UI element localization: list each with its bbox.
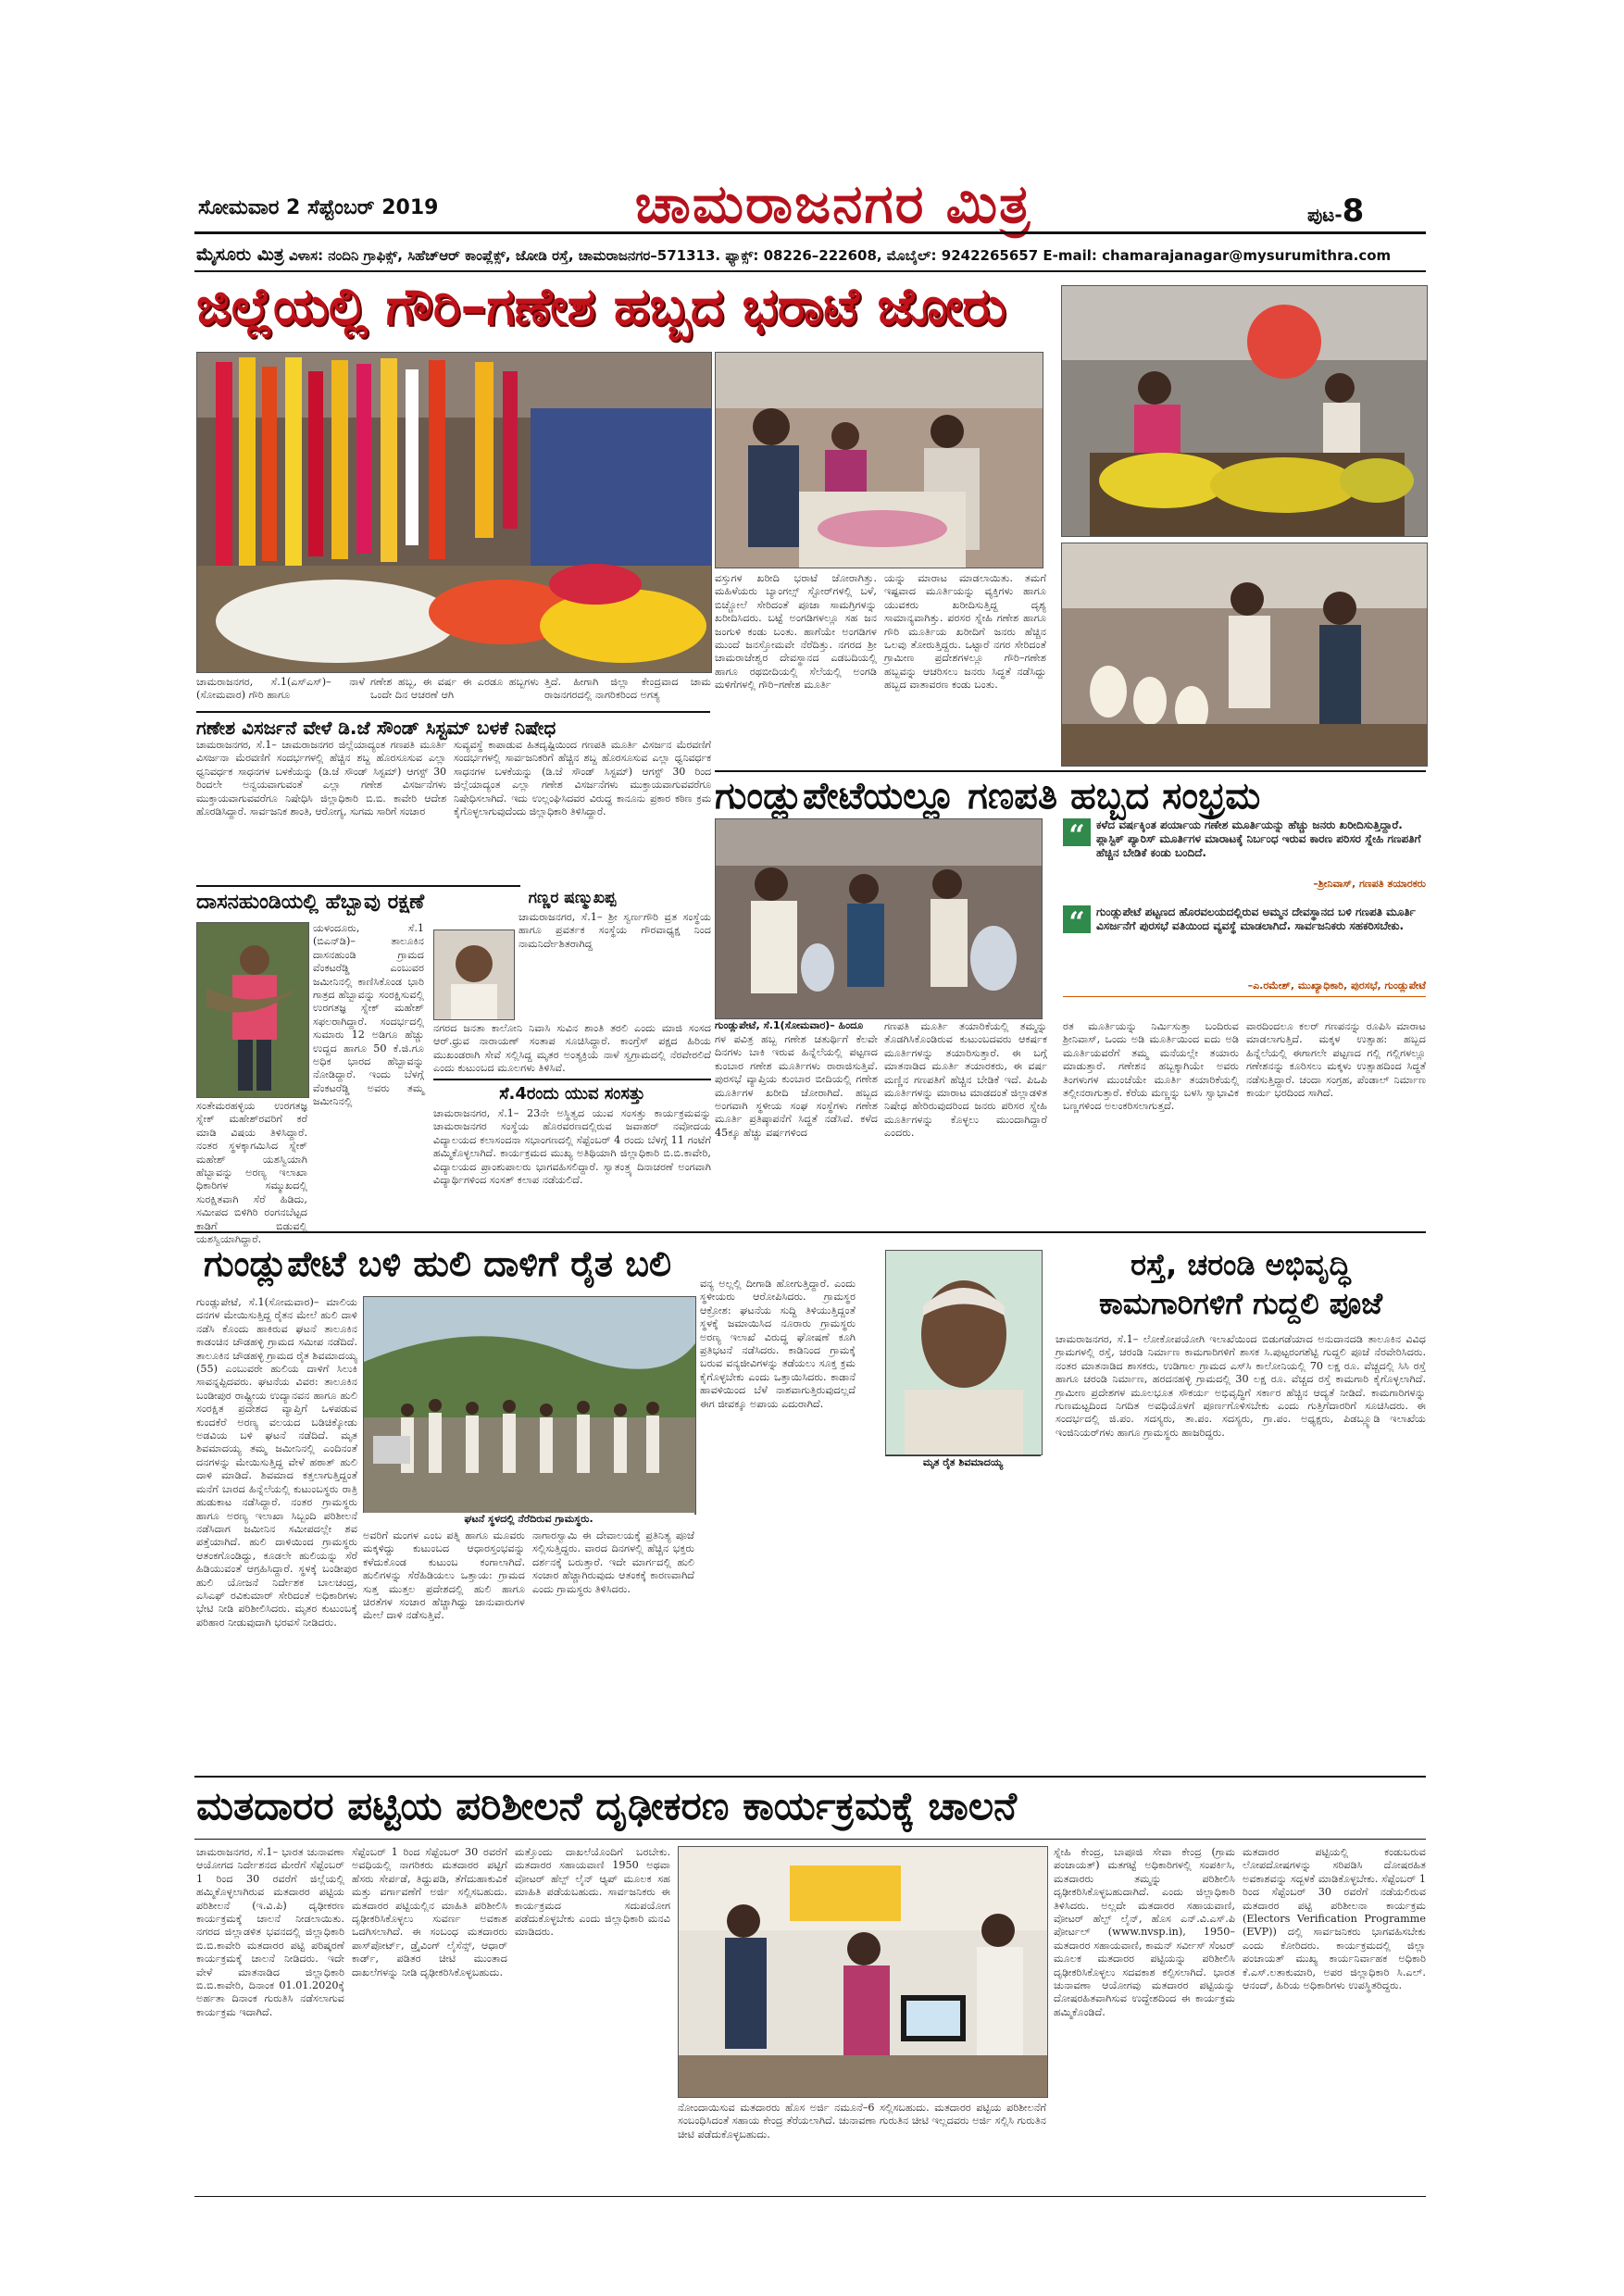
python-col-top: ಯಳಂದೂರು, ಸೆ.1 (ಬಿಎನ್‌ಡಿ)– ತಾಲೂಕಿನ ದಾಸನಹುಂಡಿ ಗ್ರಾಮದ ವೆಂಕಟರೆಡ್ಡಿ ಎಂಬುವರ ಜಮೀನಿನಲ್ಲಿ ಕಾಣಿಸಿಕೊಂಡ ಭಾರಿ ಗಾತ್ರದ ಹೆಬ್ಬಾವನ್ನು ಸಂರಕ್ಷಿಸುವಲ್ಲಿ ಉರಗತಜ್ಞ ಸ್ನೇಕ್ ಮಹೇಶ್ ಸಫಲರಾಗಿದ್ದಾರೆ. ಸಂದರ್ಭದಲ್ಲಿ ಸುಮಾರು 12 ಅಡಿಗೂ ಹೆಚ್ಚು ಉದ್ದದ ಹಾಗೂ 50 ಕೆ.ಜಿ.ಗೂ ಅಧಿಕ ಭಾರದ ಹೆಬ್ಬಾವನ್ನು ನೋಡಿದ್ದಾರೆ. ಇಂದು ಬೆಳಗ್ಗೆ ವೆಂಕಟರೆಡ್ಡಿ ಅವರು ತಮ್ಮ ಜಮೀನಿನಲ್ಲಿ — [313, 922, 424, 1108]
python-headline: ದಾಸನಹುಂಡಿಯಲ್ಲಿ ಹೆಬ್ಬಾವು ರಕ್ಷಣೆ — [196, 885, 520, 914]
tiger-col-b: ನಾಗಾರಸ್ವಾಮಿ ಈ ದೇವಾಲಯಕ್ಕೆ ಪ್ರತಿನಿತ್ಯ ಪೂಜೆ ಸಲ್ಲಿಸುತ್ತಿದ್ದರು. ವಾರದ ದಿನಗಳಲ್ಲಿ ಹೆಚ್ಚಿನ ಭಕ್ತರು ದರ್ಶನಕ್ಕೆ ಬರುತ್ತಾರೆ. ಇದೇ ಮಾರ್ಗದಲ್ಲಿ ಹುಲಿ ಸಂಚಾರ ಹೆಚ್ಚಾಗಿರುವುದು ಆತಂಕಕ್ಕೆ ಕಾರಣವಾಗಿದೆ ಎಂದು ಗ್ರಾಮಸ್ಥರು ತಿಳಿಸಿದರು. — [532, 1529, 694, 1595]
quote-open-icon: “ — [1063, 818, 1091, 846]
main-story-col-mid: ಗಣೇಶ ಹಬ್ಬ, ಈ ವರ್ಷ ಈ ಎರಡೂ ಹಬ್ಬಗಳು ಒಂದೇ ದಿನ ಆಚರಣೆ ಆಗಿ — [370, 676, 539, 702]
page-number-label: ಪುಟ- — [1307, 204, 1343, 226]
gundlupet-col-3: ರತ ಮೂರ್ತಿಯನ್ನು ನಿರ್ಮಿಸುತ್ತಾ ಬಂದಿರುವ ಶ್ರೀನಿವಾಸ್, ಒಂದು ಅಡಿ ಮೂರ್ತಿಯಿಂದ ಐದು ಅಡಿ ಮೂರ್ತಿಯವರೆಗೆ ತಮ್ಮ ಮನೆಯಲ್ಲೇ ತಯಾರು ಮಾಡುತ್ತಾರೆ. ಗಣೇಶನ ಹಬ್ಬಕ್ಕಾಗಿಯೇ ಅವರು ತಿಂಗಳುಗಳ ಮುಂಚೆಯೇ ಮೂರ್ತಿ ತಯಾರಿಕೆಯಲ್ಲಿ ತಲ್ಲೀನರಾಗುತ್ತಾರೆ. ಕೆರೆಯ ಮಣ್ಣನ್ನು ಬಳಸಿ ಸ್ವಾಭಾವಿಕ ಬಣ್ಣಗಳಿಂದ ಅಲಂಕರಿಸಲಾಗುತ್ತದೆ. — [1063, 1020, 1239, 1113]
main-headline: ಜಿಲ್ಲೆಯಲ್ಲಿ ಗೌರಿ–ಗಣೇಶ ಹಬ್ಬದ ಭರಾಟೆ ಜೋರು — [196, 277, 1006, 337]
publisher-name: ಮೈಸೂರು ಮಿತ್ರ — [196, 244, 284, 265]
python-rescue-photo — [196, 922, 309, 1098]
villagers-gathering-photo — [363, 1296, 696, 1515]
obituary-headline: ಗಣ್ಣರ ಷಣ್ಮುಖಪ್ಪ — [528, 889, 617, 907]
evp-launch-photo — [678, 1846, 1048, 2098]
main-story-col-d: ಯನ್ನು ಮಾರಾಟ ಮಾಡಲಾಯಿತು. ತಮಗೆ ಇಷ್ಟವಾದ ಮೂರ್ತಿಯನ್ನು ವ್ಯಕ್ತಿಗಳು ಹಾಗೂ ಯುವಕರು ಖರೀದಿಸುತ್ತಿದ್ದ ದೃಶ್ಯ ಸಾಮಾನ್ಯವಾಗಿತ್ತು. ಪರಸರ ಸ್ನೇಹಿ ಗಣೇಶ ಹಾಗೂ ಗೌರಿ ಮೂರ್ತಿಯ ಖರೀದಿಗೆ ಜನರು ಹೆಚ್ಚಿನ ಒಲವು ತೋರುತ್ತಿದ್ದರು. ಒಟ್ಟಾರೆ ನಗರ ಸೇರಿದಂತೆ ಗ್ರಾಮೀಣ ಪ್ರದೇಶಗಳಲ್ಲೂ ಗೌರಿ–ಗಣೇಶ ಹಬ್ಬವನ್ನು ಆಚರಿಸಲು ಜನರು ಸಿದ್ಧತೆ ನಡೆಸಿದ್ದು ಹಬ್ಬದ ವಾತಾವರಣ ಕಂಡು ಬಂತು. — [884, 572, 1046, 692]
dj-ban-col-left: ಚಾಮರಾಜನಗರ, ಸೆ.1– ಚಾಮರಾಜನಗರ ಜಿಲ್ಲೆಯಾದ್ಯಂತ ಗಣಪತಿ ಮೂರ್ತಿ ವಿಸರ್ಜನಾ ಮೆರವಣಿಗೆ ಸಂದರ್ಭಗಳಲ್ಲಿ ಹೆಚ್ಚಿನ ಶಬ್ದ ಹೊರಸೂಸುವ ಎಲ್ಲಾ ಧ್ವನಿವರ್ಧಕ ಸಾಧನಗಳ ಬಳಕೆಯನ್ನು (ಡಿ.ಜೆ ಸೌಂಡ್ ಸಿಸ್ಟಮ್) ಆಗಸ್ಟ್ 30 ರಿಂದಲೇ ಅನ್ವಯವಾಗುವಂತೆ ಎಲ್ಲಾ ಗಣೇಶ ವಿಸರ್ಜನೆಗಳು ಮುಕ್ತಾಯವಾಗುವವರೆಗೂ ನಿಷೇಧಿಸಿ ಜಿಲ್ಲಾಧಿಕಾರಿ ಬಿ.ಬಿ. ಕಾವೇರಿ ಆದೇಶ ಹೊರಡಿಸಿದ್ದಾರೆ. ಸಾರ್ವಜನಿಕ ಶಾಂತಿ, ಆರೋಗ್ಯ, ಸುಗಮ ಸಾರಿಗೆ ಸಂಚಾರ — [196, 739, 446, 818]
publisher-email: E-mail: chamarajanagar@mysurumithra.com — [1043, 247, 1392, 264]
gundlupet-ganesha-headline: ಗುಂಡ್ಲುಪೇಟೆಯಲ್ಲೂ ಗಣಪತಿ ಹಬ್ಬದ ಸಂಭ್ರಮ — [715, 770, 1426, 815]
issue-date: ಸೋಮವಾರ 2 ಸೆಪ್ಟೆಂಬರ್ 2019 — [198, 196, 439, 219]
tiger-col-c: ವನ್ಯ ಅಲ್ಲಲ್ಲಿ ದೀಗಾಡಿ ಹೋಗುತ್ತಿದ್ದಾರೆ. ಎಂದು ಸ್ಥಳೀಯರು ಆರೋಪಿಸಿದರು. ಗ್ರಾಮಸ್ಥರ ಆಕ್ರೋಶ: ಘಟನೆಯ ಸುದ್ದಿ ತಿಳಿಯುತ್ತಿದ್ದಂತೆ ಸ್ಥಳಕ್ಕೆ ಜಮಾಯಿಸಿದ ನೂರಾರು ಗ್ರಾಮಸ್ಥರು ಅರಣ್ಯ ಇಲಾಖೆ ವಿರುದ್ಧ ಘೋಷಣೆ ಕೂಗಿ ಪ್ರತಿಭಟನೆ ನಡೆಸಿದರು. ಕಾಡಿನಿಂದ ಗ್ರಾಮಕ್ಕೆ ಬರುವ ವನ್ಯಜೀವಿಗಳನ್ನು ತಡೆಯಲು ಸೂಕ್ತ ಕ್ರಮ ಕೈಗೊಳ್ಳಬೇಕು ಎಂದು ಒತ್ತಾಯಿಸಿದರು. ಕಾಡಾನೆ ಹಾವಳಿಯಿಂದ ಬೆಳೆ ನಾಶವಾಗುತ್ತಿರುವುದಲ್ಲದೆ ಈಗ ಜೀವಕ್ಕೂ ಅಪಾಯ ಎದುರಾಗಿದೆ. — [700, 1278, 856, 1410]
voters-col-6: ಮತದಾರರ ಪಟ್ಟಿಯಲ್ಲಿ ಕಂಡುಬರುವ ಲೋಪದೋಷಗಳನ್ನು ಸರಿಪಡಿಸಿ ದೋಷರಹಿತ ಅವಕಾಶವನ್ನು ಸದ್ಬಳಕೆ ಮಾಡಿಕೊಳ್ಳಬೇಕು. ಸೆಪ್ಟೆಂಬರ್ 1 ರಿಂದ ಸೆಪ್ಟೆಂಬರ್ 30 ರವರೆಗೆ ನಡೆಯಲಿರುವ ಮತದಾರರ ಪಟ್ಟಿ ಪರಿಶೀಲನಾ ಕಾರ್ಯಕ್ರಮ (Electors Verification Programme (EVP)) ದಲ್ಲಿ ಸಾರ್ವಜನಿಕರು ಭಾಗವಹಿಸಬೇಕು ಎಂದು ಕೋರಿದರು. ಕಾರ್ಯಕ್ರಮದಲ್ಲಿ ಜಿಲ್ಲಾ ಪಂಚಾಯತ್ ಮುಖ್ಯ ಕಾರ್ಯನಿರ್ವಾಹಕ ಅಧಿಕಾರಿ ಕೆ.ಎಸ್.ಲತಾಕುಮಾರಿ, ಅಪರ ಜಿಲ್ಲಾಧಿಕಾರಿ ಸಿ.ಎಲ್. ಆನಂದ್, ಹಿರಿಯ ಅಧಿಕಾರಿಗಳು ಉಪಸ್ಥಿತರಿದ್ದರು. — [1243, 1846, 1426, 1992]
address-bar — [196, 244, 1426, 265]
quote-ramesh: ಗುಂಡ್ಲುಪೇಟೆ ಪಟ್ಟಣದ ಹೊರವಲಯದಲ್ಲಿರುವ ಅಮ್ಮನ ದೇವಸ್ಥಾನದ ಬಳಿ ಗಣಪತಿ ಮೂರ್ತಿ ವಿಸರ್ಜನೆಗೆ ಪುರಸಭೆ ವತಿಯಿಂದ ವ್ಯವಸ್ಥೆ ಮಾಡಲಾಗಿದೆ. ಸಾರ್ವಜನಿಕರು ಸಹಕರಿಸಬೇಕು. — [1096, 905, 1416, 932]
newspaper-title: ಚಾಮರಾಜನಗರ ಮಿತ್ರ — [634, 172, 1032, 235]
idol-shop-illustration — [1062, 543, 1427, 766]
villagers-photo-caption: ಘಟನೆ ಸ್ಥಳದಲ್ಲಿ ನೆರೆದಿರುವ ಗ್ರಾಮಸ್ಥರು. — [363, 1513, 694, 1526]
main-story-col-c: ವಸ್ತುಗಳ ಖರೀದಿ ಭರಾಟೆ ಜೋರಾಗಿತ್ತು. ಮಹಿಳೆಯರು ಬ್ಯಾಂಗಲ್ಸ್ ಸ್ಟೋರ್‌ಗಳಲ್ಲಿ ಬಳೆ, ಬಿಚ್ಚೋಲೆ ಸೇರಿದಂತೆ ಪೂಜಾ ಸಾಮಗ್ರಿಗಳನ್ನು ಖರೀದಿಸಿದರು. ಬಟ್ಟೆ ಅಂಗಡಿಗಳಲ್ಲೂ ಸಹ ಜನ ಜಂಗುಳಿ ಕಂಡು ಬಂತು. ಹಾಗೆಯೇ ಅಂಗಡಿಗಳ ಮುಂದೆ ಜನಸ್ತೋಮವೇ ನೆರೆದಿತ್ತು. ನಗರದ ಶ್ರೀ ಚಾಮರಾಜೇಶ್ವರ ದೇವಸ್ಥಾನದ ಎಡಬದಿಯಲ್ಲಿ ಹಾಗೂ ರಥಬೀದಿಯಲ್ಲಿ ಸೆಲೆಯಲ್ಲಿ ಅಂಗಡಿ ಮಳಿಗೆಗಳಲ್ಲಿ ಗೌರಿ–ಗಣೇಶ ಮೂರ್ತಿ — [715, 572, 877, 692]
dj-ban-col-right: ಸುವ್ಯವಸ್ಥೆ ಕಾಪಾಡುವ ಹಿತದೃಷ್ಟಿಯಿಂದ ಗಣಪತಿ ಮೂರ್ತಿ ವಿಸರ್ಜನ ಮೆರವಣಿಗೆ ಸಂದರ್ಭಗಳಲ್ಲಿ ಸಾರ್ವಜನಿಕರಿಗೆ ಹೆಚ್ಚಿನ ಶಬ್ದ ಹೊರಸೂಸುವ ಎಲ್ಲಾ ಧ್ವನಿವರ್ಧಕ ಸಾಧನಗಳ ಬಳಕೆಯನ್ನು (ಡಿ.ಜೆ ಸೌಂಡ್ ಸಿಸ್ಟಮ್) ಆಗಸ್ಟ್ 30 ರಿಂದ ಜಿಲ್ಲೆಯಾದ್ಯಂತ ಎಲ್ಲಾ ಗಣೇಶ ವಿಸರ್ಜನೆಗಳು ಮುಕ್ತಾಯವಾಗುವವರೆಗೂ ನಿಷೇಧಿಸಲಾಗಿದೆ. ಇದು ಉಲ್ಲಂಘಿಸಿದವರ ವಿರುದ್ಧ ಕಾನೂನು ಪ್ರಕಾರ ಕಠಿಣ ಕ್ರಮ ಕೈಗೊಳ್ಳಲಾಗುವುದೆಂದು ಜಿಲ್ಲಾಧಿಕಾರಿ ತಿಳಿಸಿದ್ದಾರೆ. — [454, 739, 711, 818]
quote-open-icon: “ — [1063, 905, 1091, 933]
quote-ramesh-attribution: –ಎ.ರಮೇಶ್, ಮುಖ್ಯಾಧಿಕಾರಿ, ಪುರಸಭೆ, ಗುಂಡ್ಲುಪೇಟೆ — [1247, 980, 1426, 992]
farmer-portrait-photo — [885, 1250, 1043, 1455]
gundlupet-col-2: ಗಣಪತಿ ಮೂರ್ತಿ ತಯಾರಿಕೆಯಲ್ಲಿ ತಮ್ಮನ್ನು ತೊಡಗಿಸಿಕೊಂಡಿರುವ ಕುಟುಂಬದವರು ಆಕರ್ಷಕ ಮೂರ್ತಿಗಳನ್ನು ತಯಾರಿಸುತ್ತಾರೆ. ಈ ಬಗ್ಗೆ ಮಾತನಾಡಿದ ಮೂರ್ತಿ ತಯಾರಕರು, ಈ ವರ್ಷ ಮಣ್ಣಿನ ಗಣಪತಿಗೆ ಹೆಚ್ಚಿನ ಬೇಡಿಕೆ ಇದೆ. ಪಿಒಪಿ ಮೂರ್ತಿಗಳನ್ನು ಮಾರಾಟ ಮಾಡದಂತೆ ಜಿಲ್ಲಾಡಳಿತ ನಿಷೇಧ ಹೇರಿರುವುದರಿಂದ ಜನರು ಪರಿಸರ ಸ್ನೇಹಿ ಮೂರ್ತಿಗಳನ್ನು ಕೊಳ್ಳಲು ಮುಂದಾಗಿದ್ದಾರೆ ಎಂದರು. — [884, 1020, 1047, 1140]
quote-srinivas-attribution: –ಶ್ರೀನಿವಾಸ್, ಗಣಪತಿ ತಯಾರಕರು — [1313, 878, 1426, 890]
voters-col-2: ಸೆಪ್ಟೆಂಬರ್ 1 ರಿಂದ ಸೆಪ್ಟೆಂಬರ್ 30 ರವರೆಗೆ ಅವಧಿಯಲ್ಲಿ ನಾಗರಿಕರು ಮತದಾರರ ಪಟ್ಟಿಗೆ ಹೆಸರು ಸೇರ್ಪಡೆ, ತಿದ್ದುಪಡಿ, ತೆಗೆದುಹಾಕುವಿಕೆ ಮತ್ತು ವರ್ಗಾವಣೆಗೆ ಅರ್ಜಿ ಸಲ್ಲಿಸಬಹುದು. ಮತದಾರರ ಪಟ್ಟಿಯಲ್ಲಿನ ಮಾಹಿತಿ ಪರಿಶೀಲಿಸಿ ದೃಢೀಕರಿಸಿಕೊಳ್ಳಲು ಸುವರ್ಣ ಅವಕಾಶ ಒದಗಿಸಲಾಗಿದೆ. ಈ ಸಂಬಂಧ ಮತದಾರರು ಪಾಸ್‌ಪೋರ್ಟ್, ಡ್ರೈವಿಂಗ್ ಲೈಸೆನ್ಸ್, ಆಧಾರ್ ಕಾರ್ಡ್, ಪಡಿತರ ಚೀಟಿ ಮುಂತಾದ ದಾಖಲೆಗಳನ್ನು ನೀಡಿ ದೃಢೀಕರಿಸಿಕೊಳ್ಳಬಹುದು. — [352, 1846, 507, 1978]
tiger-attack-headline: ಗುಂಡ್ಲುಪೇಟೆ ಬಳಿ ಹುಲಿ ದಾಳಿಗೆ ರೈತ ಬಲಿ — [204, 1243, 672, 1284]
tiger-col-left: ಗುಂಡ್ಲುಪೇಟೆ, ಸೆ.1(ಸೋಮವಾರ)– ಮಾಲಿಯ ದನಗಳ ಮೇಯಿಸುತ್ತಿದ್ದ ರೈತನ ಮೇಲೆ ಹುಲಿ ದಾಳಿ ನಡೆಸಿ ಕೊಂದು ಹಾಕಿರುವ ಘಟನೆ ತಾಲೂಕಿನ ಕಾಡಂಚಿನ ಚೌಡಹಳ್ಳಿ ಗ್ರಾಮದ ಸಮೀಪ ನಡೆದಿದೆ. ತಾಲೂಕಿನ ಚೌಡಹಳ್ಳಿ ಗ್ರಾಮದ ರೈತ ಶಿವಮಾದಯ್ಯ (55) ಎಂಬುವರೇ ಹುಲಿಯ ದಾಳಿಗೆ ಸಿಲುಕಿ ಸಾವನ್ನಪ್ಪಿದವರು. ಘಟನೆಯ ವಿವರ: ತಾಲೂಕಿನ ಬಂಡೀಪುರ ರಾಷ್ಟ್ರೀಯ ಉದ್ಯಾನವನ ಹಾಗೂ ಹುಲಿ ಸಂರಕ್ಷಿತ ಪ್ರದೇಶದ ವ್ಯಾಪ್ತಿಗೆ ಒಳಪಡುವ ಕುಂದಕೆರೆ ಅರಣ್ಯ ವಲಯದ ಬಡಿಚಿಕ್ಕೋಡು ಅಡವಿಯ ಬಳಿ ಘಟನೆ ನಡೆದಿದೆ. ಮೃತ ಶಿವಮಾದಯ್ಯ ತಮ್ಮ ಜಮೀನಿನಲ್ಲಿ ಎಂದಿನಂತೆ ದನಗಳನ್ನು ಮೇಯಿಸುತ್ತಿದ್ದ ವೇಳೆ ಹಠಾತ್ ಹುಲಿ ದಾಳಿ ಮಾಡಿದೆ. ಶಿವಮಾದ ಕತ್ತಲಾಗುತ್ತಿದ್ದಂತೆ ಮನೆಗೆ ಬಾರದ ಹಿನ್ನೆಲೆಯಲ್ಲಿ ಕುಟುಂಬಸ್ಥರು ರಾತ್ರಿ ಹುಡುಕಾಟ ನಡೆಸಿದ್ದಾರೆ. ನಂತರ ಗ್ರಾಮಸ್ಥರು ಹಾಗೂ ಅರಣ್ಯ ಇಲಾಖಾ ಸಿಬ್ಬಂದಿ ಪರಿಶೀಲನೆ ನಡೆಸಿದಾಗ ಜಮೀನಿನ ಸಮೀಪದಲ್ಲೇ ಶವ ಪತ್ತೆಯಾಗಿದೆ. ಹುಲಿ ದಾಳಿಯಿಂದ ಗ್ರಾಮಸ್ಥರು ಆತಂಕಗೊಂಡಿದ್ದು, ಕೂಡಲೇ ಹುಲಿಯನ್ನು ಸೆರೆ ಹಿಡಿಯುವಂತೆ ಆಗ್ರಹಿಸಿದ್ದಾರೆ. ಸ್ಥಳಕ್ಕೆ ಬಂಡೀಪುರ ಹುಲಿ ಯೋಜನೆ ನಿರ್ದೇಶಕ ಬಾಲಚಂದ್ರ, ಎಸಿಎಫ್ ರವಿಕುಮಾರ್ ಸೇರಿದಂತೆ ಅಧಿಕಾರಿಗಳು ಭೇಟಿ ನೀಡಿ ಪರಿಶೀಲಿಸಿದರು. ಮೃತರ ಕುಟುಂಬಕ್ಕೆ ಪರಿಹಾರ ನೀಡುವುದಾಗಿ ಭರವಸೆ ನೀಡಿದರು. — [196, 1296, 357, 1628]
gundlupet-col-4: ವಾರದಿಂದಲೂ ಕಲರ್ ಗಣಪನನ್ನು ರೂಪಿಸಿ ಮಾರಾಟ ಮಾಡಲಾಗುತ್ತಿದೆ. ಮಕ್ಕಳ ಉತ್ಸಾಹ: ಹಬ್ಬದ ಹಿನ್ನೆಲೆಯಲ್ಲಿ ಈಗಾಗಲೇ ಪಟ್ಟಣದ ಗಲ್ಲಿ ಗಲ್ಲಿಗಳಲ್ಲೂ ಗಣೇಶನನ್ನು ಕೂರಿಸಲು ಮಕ್ಕಳು ಉತ್ಸಾಹದಿಂದ ಸಿದ್ಧತೆ ನಡೆಸುತ್ತಿದ್ದಾರೆ. ಚಂದಾ ಸಂಗ್ರಹ, ಪೆಂಡಾಲ್ ನಿರ್ಮಾಣ ಕಾರ್ಯ ಭರದಿಂದ ಸಾಗಿದೆ. — [1246, 1020, 1426, 1100]
main-story-col-left: ಚಾಮರಾಜನಗರ, ಸೆ.1(ಎಸ್‌ಎಸ್)– ನಾಳೆ (ಸೋಮವಾರ) ಗೌರಿ ಹಾಗೂ — [196, 676, 365, 702]
roads-headline-line1: ರಸ್ತೆ, ಚರಂಡಿ ಅಭಿವೃದ್ಧಿ — [1131, 1247, 1351, 1282]
farmer-portrait-caption: ಮೃತ ರೈತ ಶಿವಮಾದಯ್ಯ — [885, 1455, 1041, 1469]
roads-headline-line2: ಕಾಮಗಾರಿಗಳಿಗೆ ಗುದ್ದಲಿ ಪೂಜೆ — [1099, 1286, 1382, 1321]
villagers-gathering-illustration — [364, 1297, 695, 1514]
voters-headline: ಮತದಾರರ ಪಟ್ಟಿಯ ಪರಿಶೀಲನೆ ದೃಢೀಕರಣ ಕಾರ್ಯಕ್ರಮಕ್ಕೆ ಚಾಲನೆ — [196, 1783, 1018, 1828]
youth-parliament-headline: ಸೆ.4ರಂದು ಯುವ ಸಂಸತ್ತು — [433, 1079, 711, 1104]
roads-col: ಚಾಮರಾಜನಗರ, ಸೆ.1– ಲೋಕೋಪಯೋಗಿ ಇಲಾಖೆಯಿಂದ ಬಿಡುಗಡೆಯಾದ ಅನುದಾನದಡಿ ತಾಲೂಕಿನ ವಿವಿಧ ಗ್ರಾಮಗಳಲ್ಲಿ ರಸ್ತೆ, ಚರಂಡಿ ನಿರ್ಮಾಣ ಕಾಮಗಾರಿಗಳಿಗೆ ಶಾಸಕ ಸಿ.ಪುಟ್ಟರಂಗಶೆಟ್ಟಿ ಗುದ್ದಲಿ ಪೂಜೆ ನೆರವೇರಿಸಿದರು. ನಂತರ ಮಾತನಾಡಿದ ಶಾಸಕರು, ಉಡಿಗಾಲ ಗ್ರಾಮದ ಎಸ್‌ಸಿ ಕಾಲೋನಿಯಲ್ಲಿ 70 ಲಕ್ಷ ರೂ. ವೆಚ್ಚದಲ್ಲಿ ಸಿಸಿ ರಸ್ತೆ ಹಾಗೂ ಚರಂಡಿ ನಿರ್ಮಾಣ, ಹರದನಹಳ್ಳಿ ಗ್ರಾಮದಲ್ಲಿ 30 ಲಕ್ಷ ರೂ. ವೆಚ್ಚದ ರಸ್ತೆ ಕಾಮಗಾರಿ ಕೈಗೊಳ್ಳಲಾಗಿದೆ. ಗ್ರಾಮೀಣ ಪ್ರದೇಶಗಳ ಮೂಲಭೂತ ಸೌಕರ್ಯ ಅಭಿವೃದ್ಧಿಗೆ ಸರ್ಕಾರ ಹೆಚ್ಚಿನ ಆದ್ಯತೆ ನೀಡಿದೆ. ಕಾಮಗಾರಿಗಳನ್ನು ಗುಣಮಟ್ಟದಿಂದ ನಿಗದಿತ ಅವಧಿಯೊಳಗೆ ಪೂರ್ಣಗೊಳಿಸಬೇಕು ಎಂದು ಗುತ್ತಿಗೆದಾರರಿಗೆ ಸೂಚಿಸಿದರು. ಈ ಸಂದರ್ಭದಲ್ಲಿ ಜಿ.ಪಂ. ಸದಸ್ಯರು, ತಾ.ಪಂ. ಸದಸ್ಯರು, ಗ್ರಾ.ಪಂ. ಅಧ್ಯಕ್ಷರು, ಪಿಡಬ್ಲ್ಯೂಡಿ ಇಲಾಖೆಯ ಇಂಜಿನಿಯರ್‌ಗಳು ಹಾಗೂ ಗ್ರಾಮಸ್ಥರು ಹಾಜರಿದ್ದರು. — [1056, 1333, 1426, 1439]
tiger-col-a: ಅವರಿಗೆ ಮಂಗಳ ಎಂಬ ಪತ್ನಿ ಹಾಗೂ ಮೂವರು ಮಕ್ಕಳಿದ್ದು ಕುಟುಂಬದ ಆಧಾರಸ್ತಂಭವನ್ನು ಕಳೆದುಕೊಂಡ ಕುಟುಂಬ ಕಂಗಾಲಾಗಿದೆ. ಹುಲಿಗಳನ್ನು ಸೆರೆಹಿಡಿಯಲು ಒತ್ತಾಯ: ಗ್ರಾಮದ ಸುತ್ತ ಮುತ್ತಲ ಪ್ರದೇಶದಲ್ಲಿ ಹುಲಿ ಹಾಗೂ ಚಿರತೆಗಳ ಸಂಚಾರ ಹೆಚ್ಚಾಗಿದ್ದು ಜಾನುವಾರುಗಳ ಮೇಲೆ ದಾಳಿ ನಡೆಸುತ್ತಿವೆ. — [363, 1529, 525, 1622]
gundlupet-col-1: ಗಳ ಪವಿತ್ರ ಹಬ್ಬ ಗಣೇಶ ಚತುರ್ಥಿಗೆ ಕೆಲವೇ ದಿನಗಳು ಬಾಕಿ ಇರುವ ಹಿನ್ನೆಲೆಯಲ್ಲಿ ಪಟ್ಟಣದ ಕುಂಬಾರ ಗಣೇಶ ಮೂರ್ತಿಗಳು ರಾರಾಜಿಸುತ್ತಿವೆ. ಪುರಸಭೆ ವ್ಯಾಪ್ತಿಯ ಕುಂಬಾರ ಬೀದಿಯಲ್ಲಿ ಗಣೇಶ ಮೂರ್ತಿಗಳ ಖರೀದಿ ಜೋರಾಗಿದೆ. ಹಬ್ಬದ ಅಂಗವಾಗಿ ಸ್ಥಳೀಯ ಸಂಘ ಸಂಸ್ಥೆಗಳು ಗಣೇಶ ಮೂರ್ತಿ ಪ್ರತಿಷ್ಠಾಪನೆಗೆ ಸಿದ್ಧತೆ ನಡೆಸಿವೆ. ಕಳೆದ 45ಕ್ಕೂ ಹೆಚ್ಚು ವರ್ಷಗಳಿಂದ — [715, 1033, 878, 1139]
youth-parliament-col: ಚಾಮರಾಜನಗರ, ಸೆ.1– 23ನೇ ಅಸ್ಥಿತ್ವದ ಯುವ ಸಂಸತ್ತು ಕಾರ್ಯಕ್ರಮವನ್ನು ಚಾಮರಾಜನಗರ ಸಂಸ್ಥೆಯ ಹೊರವರಣದಲ್ಲಿರುವ ಜವಾಹರ್ ನವೋದಯ ವಿದ್ಯಾಲಯದ ಕಲಾಸಂದನಾ ಸಭಾಂಗಣದಲ್ಲಿ ಸೆಪ್ಟೆಂಬರ್ 4 ರಂದು ಬೆಳಗ್ಗೆ 11 ಗಂಟೆಗೆ ಹಮ್ಮಿಕೊಳ್ಳಲಾಗಿದೆ. ಕಾರ್ಯಕ್ರಮದ ಮುಖ್ಯ ಅತಿಥಿಯಾಗಿ ಜಿಲ್ಲಾಧಿಕಾರಿ ಬಿ.ಬಿ.ಕಾವೇರಿ, ವಿದ್ಯಾಲಯದ ಪ್ರಾಂಶುಪಾಲರು ಭಾಗವಹಿಸಲಿದ್ದಾರೆ. ಸ್ವಾತಂತ್ರ್ಯ ದಿನಾಚರಣೆ ಅಂಗವಾಗಿ ವಿದ್ಯಾರ್ಥಿಗಳಿಂದ ಸಂಸತ್ ಕಲಾಪ ನಡೆಯಲಿದೆ. — [433, 1107, 711, 1187]
flower-market-photo — [196, 352, 712, 673]
ganesha-photo-caption: ಗುಂಡ್ಲುಪೇಟೆ, ಸೆ.1(ಸೋಮವಾರ)– ಹಿಂದೂ — [715, 1019, 877, 1032]
dj-ban-headline: ಗಣೇಶ ವಿಸರ್ಜನೆ ವೇಳೆ ಡಿ.ಜೆ ಸೌಂಡ್ ಸಿಸ್ಟಮ್ ಬಳಕೆ ನಿಷೇಧ — [196, 711, 710, 739]
quote-srinivas: ಕಳೆದ ವರ್ಷಕ್ಕಿಂತ ಪರ್ಯಾಯ ಗಣೇಶ ಮೂರ್ತಿಯನ್ನು ಹೆಚ್ಚು ಜನರು ಖರೀದಿಸುತ್ತಿದ್ದಾರೆ. ಪ್ಲಾಸ್ಟಿಕ್ ಪ್ಯಾರಿಸ್ ಮೂರ್ತಿಗಳ ಮಾರಾಟಕ್ಕೆ ನಿರ್ಬಂಧ ಇರುವ ಕಾರಣ ಪರಿಸರ ಸ್ನೇಹಿ ಗಣಪತಿಗೆ ಹೆಚ್ಚಿನ ಬೇಡಿಕೆ ಕಂಡು ಬಂದಿದೆ. — [1096, 818, 1421, 859]
python-col-bottom: ಸಂತೇಮರಹಳ್ಳಿಯ ಉರಗತಜ್ಞ ಸ್ನೇಕ್ ಮಹೇಶ್‌ರವರಿಗೆ ಕರೆ ಮಾಡಿ ವಿಷಯ ತಿಳಿಸಿದ್ದಾರೆ. ನಂತರ ಸ್ಥಳಕ್ಕಾಗಮಿಸಿದ ಸ್ನೇಕ್ ಮಹೇಶ್ ಯಶಸ್ವಿಯಾಗಿ ಹೆಬ್ಬಾವನ್ನು ಅರಣ್ಯ ಇಲಾಖಾ ಧಿಕಾರಿಗಳ ಸಮ್ಮುಖದಲ್ಲಿ ಸುರಕ್ಷಿತವಾಗಿ ಸೆರೆ ಹಿಡಿದು, ಸಮೀಪದ ಬಿಳಿಗಿರಿ ರಂಗನಬೆಟ್ಟದ ಕಾಡಿಗೆ ಬಿಡುವಲ್ಲಿ ಯಶಸ್ವಿಯಾಗಿದ್ದಾರೆ. — [196, 1100, 307, 1246]
voters-col-4: ನೋಂದಾಯಿಸುವ ಮತದಾರರು ಹೊಸ ಅರ್ಜಿ ನಮೂನೆ–6 ಸಲ್ಲಿಸಬಹುದು. ಮತದಾರರ ಪಟ್ಟಿಯ ಪರಿಶೀಲನೆಗೆ ಸಂಬಂಧಿಸಿದಂತೆ ಸಹಾಯ ಕೇಂದ್ರ ತೆರೆಯಲಾಗಿದೆ. ಚುನಾವಣಾ ಗುರುತಿನ ಚೀಟಿ ಇಲ್ಲದವರು ಅರ್ಜಿ ಸಲ್ಲಿಸಿ ಗುರುತಿನ ಚೀಟಿ ಪಡೆದುಕೊಳ್ಳಬಹುದು. — [678, 2102, 1046, 2140]
page-number — [1307, 193, 1364, 230]
publisher-address: ವಿಳಾಸ: ನಂದಿನಿ ಗ್ರಾಫಿಕ್ಸ್, ಸಿಹೆಚ್‌ಆರ್ ಕಾಂಪ್ಲೆಕ್ಸ್, ಜೋಡಿ ರಸ್ತೆ, ಚಾಮರಾಜನಗರ–571313. ಫ್ಯಾಕ್ಸ್: 08226–222608, ಮೊಬೈಲ್: 9242265657 — [289, 247, 1039, 264]
obituary-col-bottom: ನಗರದ ಜನತಾ ಕಾಲೋನಿ ನಿವಾಸಿ ಸುವಿನ ಶಾಂತಿ ತರಲಿ ಎಂದು ಮಾಜಿ ಸಂಸದ ಆರ್.ಧ್ರುವ ನಾರಾಯಣ್ ಸಂತಾಪ ಸೂಚಿಸಿದ್ದಾರೆ. ಕಾಂಗ್ರೆಸ್ ಪಕ್ಷದ ಹಿರಿಯ ಮುಖಂಡರಾಗಿ ಸೇವೆ ಸಲ್ಲಿಸಿದ್ದ ಮೃತರ ಅಂತ್ಯಕ್ರಿಯೆ ನಾಳೆ ಸ್ವಗ್ರಾಮದಲ್ಲಿ ನೆರವೇರಲಿದೆ ಎಂದು ಕುಟುಂಬದ ಮೂಲಗಳು ತಿಳಿಸಿವೆ. — [433, 1022, 711, 1075]
voters-col-3: ಮತ್ತೊಂದು ದಾಖಲೆಯೊಂದಿಗೆ ಬರಬೇಕು. ಮತದಾರರ ಸಹಾಯವಾಣಿ 1950 ಅಥವಾ ವೋಟರ್ ಹೆಲ್ಪ್ ಲೈನ್ ಆ್ಯಪ್ ಮೂಲಕ ಸಹ ಮಾಹಿತಿ ಪಡೆಯಬಹುದು. ಸಾರ್ವಜನಿಕರು ಈ ಕಾರ್ಯಕ್ರಮದ ಸದುಪಯೋಗ ಪಡೆದುಕೊಳ್ಳಬೇಕು ಎಂದು ಜಿಲ್ಲಾಧಿಕಾರಿ ಮನವಿ ಮಾಡಿದರು. — [515, 1846, 670, 1939]
ganesha-idols-illustration — [716, 819, 1042, 1018]
banana-stall-illustration — [1062, 286, 1427, 536]
flower-market-illustration — [197, 353, 711, 672]
evp-launch-illustration — [679, 1847, 1047, 2097]
idol-shop-photo — [1061, 543, 1428, 767]
python-rescue-illustration — [197, 923, 308, 1097]
obituary-portrait — [433, 930, 515, 1020]
obituary-col-top: ಚಾಮರಾಜನಗರ, ಸೆ.1– ಶ್ರೀ ಸ್ವರ್ಣಗೌರಿ ವ್ರತ ಸಂಸ್ಥೆಯ ಹಾಗೂ ಪ್ರವರ್ತಕ ಸಂಸ್ಥೆಯ ಗೌರವಾಧ್ಯಕ್ಷ ನಿಂದ ನಾಮನಿರ್ದೇಶಿತರಾಗಿದ್ದ — [518, 911, 711, 950]
voters-col-1: ಚಾಮರಾಜನಗರ, ಸೆ.1– ಭಾರತ ಚುನಾವಣಾ ಆಯೋಗದ ನಿರ್ದೇಶನದ ಮೇರೆಗೆ ಸೆಪ್ಟೆಂಬರ್ 1 ರಿಂದ 30 ರವರೆಗೆ ಜಿಲ್ಲೆಯಲ್ಲಿ ಹಮ್ಮಿಕೊಳ್ಳಲಾಗಿರುವ ಮತದಾರರ ಪಟ್ಟಿಯ ಪರಿಶೀಲನೆ (ಇ.ವಿ.ಪಿ) ದೃಢೀಕರಣ ಕಾರ್ಯಕ್ರಮಕ್ಕೆ ಚಾಲನೆ ನೀಡಲಾಯಿತು. ನಗರದ ಜಿಲ್ಲಾಡಳಿತ ಭವನದಲ್ಲಿ ಜಿಲ್ಲಾಧಿಕಾರಿ ಬಿ.ಬಿ.ಕಾವೇರಿ ಮತದಾರರ ಪಟ್ಟಿ ಪರಿಷ್ಕರಣೆ ಕಾರ್ಯಕ್ರಮಕ್ಕೆ ಚಾಲನೆ ನೀಡಿದರು. ಇದೇ ವೇಳೆ ಮಾತನಾಡಿದ ಜಿಲ್ಲಾಧಿಕಾರಿ ಬಿ.ಬಿ.ಕಾವೇರಿ, ದಿನಾಂಕ 01.01.2020ಕ್ಕೆ ಅರ್ಹತಾ ದಿನಾಂಕ ಗುರುತಿಸಿ ನಡೆಸಲಾಗುವ ಕಾರ್ಯಕ್ರಮ ಇದಾಗಿದೆ. — [196, 1846, 344, 2018]
ganesha-idols-photo — [715, 818, 1043, 1019]
farmer-portrait-illustration — [886, 1251, 1042, 1454]
page-number-value: 8 — [1342, 193, 1365, 230]
obituary-portrait-illustration — [434, 930, 514, 1019]
shopping-crowd-illustration — [716, 353, 1043, 568]
voters-col-5: ಸ್ನೇಹಿ ಕೇಂದ್ರ, ಬಾಪೂಜಿ ಸೇವಾ ಕೇಂದ್ರ (ಗ್ರಾಮ ಪಂಚಾಯತ್) ಮತಗಟ್ಟೆ ಅಧಿಕಾರಿಗಳಲ್ಲಿ ಸಂಪರ್ಕಿಸಿ, ಮತದಾರರು ತಮ್ಮನ್ನು ಪರಿಶೀಲಿಸಿ ದೃಢೀಕರಿಸಿಕೊಳ್ಳಬಹುದಾಗಿದೆ. ಎಂದು ಜಿಲ್ಲಾಧಿಕಾರಿ ತಿಳಿಸಿದರು. ಅಲ್ಲದೇ ಮತದಾರರ ಸಹಾಯವಾಣಿ, ವೋಟರ್ ಹೆಲ್ಪ್ ಲೈನ್, ಹೊಸ ಎನ್.ವಿ.ಎಸ್.ಪಿ ಪೋರ್ಟಲ್ (www.nvsp.in), 1950–ಮತದಾರರ ಸಹಾಯವಾಣಿ, ಕಾಮನ್ ಸರ್ವೀಸ್ ಸೆಂಟರ್ ಮೂಲಕ ಮತದಾರರ ಪಟ್ಟಿಯನ್ನು ಪರಿಶೀಲಿಸಿ ದೃಢೀಕರಿಸಿಕೊಳ್ಳಲು ಸದವಕಾಶ ಕಲ್ಪಿಸಲಾಗಿದೆ. ಭಾರತ ಚುನಾವಣಾ ಆಯೋಗವು ಮತದಾರರ ಪಟ್ಟಿಯನ್ನು ದೋಷರಹಿತವಾಗಿಸುವ ಉದ್ದೇಶದಿಂದ ಈ ಕಾರ್ಯಕ್ರಮ ಹಮ್ಮಿಕೊಂಡಿದೆ. — [1054, 1846, 1235, 2018]
banana-stall-photo — [1061, 285, 1428, 537]
shopping-crowd-photo — [715, 352, 1043, 568]
main-story-col-right: ತ್ತಿದೆ. ಹೀಗಾಗಿ ಜಿಲ್ಲಾ ಕೇಂದ್ರವಾದ ಚಾಮ ರಾಜನಗರದಲ್ಲಿ ನಾಗರಿಕರಿಂದ ಅಗತ್ಯ — [544, 676, 711, 702]
